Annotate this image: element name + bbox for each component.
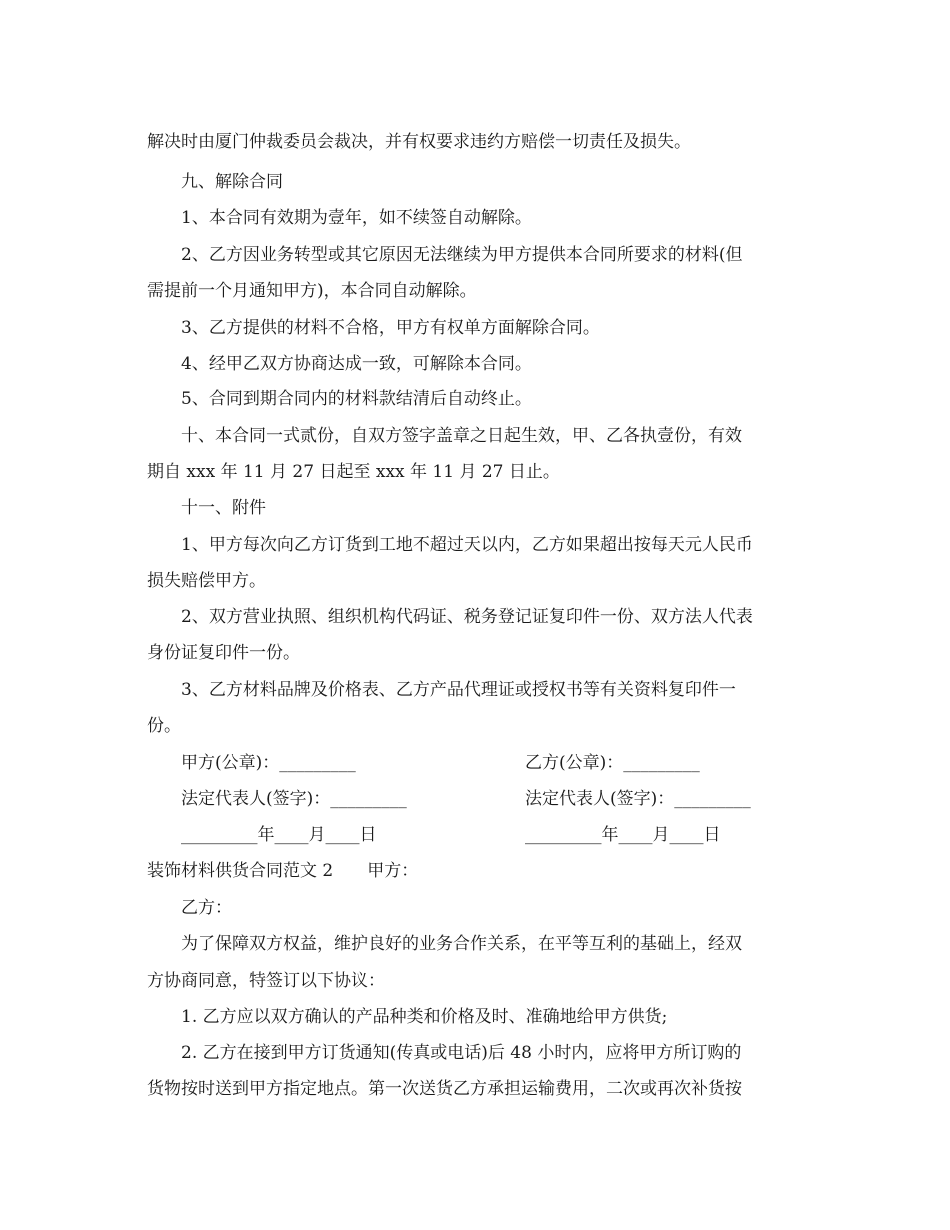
contract-2-party-b: 乙方： bbox=[181, 898, 232, 918]
party-a-seal: 甲方(公章)：_________ bbox=[181, 753, 356, 773]
text-line-dispute: 解决时由厦门仲裁委员会裁决，并有权要求违约方赔偿一切责任及损失。 bbox=[147, 132, 691, 152]
clause-9-1: 1、本合同有效期为壹年，如不续签自动解除。 bbox=[181, 208, 532, 228]
contract-2-item-1: 1. 乙方应以双方确认的产品种类和价格及时、准确地给甲方供货; bbox=[181, 1007, 668, 1027]
attachment-3-line2: 份。 bbox=[147, 716, 181, 736]
attachment-2-line1: 2、双方营业执照、组织机构代码证、税务登记证复印件一份、双方法人代表 bbox=[181, 607, 753, 627]
contract-2-intro-line2: 方协商同意，特签订以下协议： bbox=[147, 971, 385, 991]
contract-2-item-2-line1: 2. 乙方在接到甲方订货通知(传真或电话)后 48 小时内，应将甲方所订购的 bbox=[181, 1043, 742, 1063]
party-a-representative: 法定代表人(签字)：_________ bbox=[181, 789, 407, 809]
attachment-1-line1: 1、甲方每次向乙方订货到工地不超过天以内，乙方如果超出按每天元人民币 bbox=[181, 535, 753, 555]
contract-2-title: 装饰材料供货合同范文 2 甲方： bbox=[147, 861, 419, 881]
party-b-date: _________年____月____日 bbox=[525, 825, 721, 845]
clause-9-2-line2: 需提前一个月通知甲方)，本合同自动解除。 bbox=[147, 281, 477, 301]
section-heading-termination: 九、解除合同 bbox=[181, 172, 283, 192]
contract-2-intro-line1: 为了保障双方权益，维护良好的业务合作关系，在平等互利的基础上，经双 bbox=[181, 934, 742, 954]
clause-9-5: 5、合同到期合同内的材料款结清后自动终止。 bbox=[181, 389, 532, 409]
clause-9-4: 4、经甲乙双方协商达成一致，可解除本合同。 bbox=[181, 354, 532, 374]
attachment-3-line1: 3、乙方材料品牌及价格表、乙方产品代理证或授权书等有关资料复印件一 bbox=[181, 680, 736, 700]
attachment-1-line2: 损失赔偿甲方。 bbox=[147, 571, 266, 591]
clause-9-2-line1: 2、乙方因业务转型或其它原因无法继续为甲方提供本合同所要求的材料(但 bbox=[181, 245, 743, 265]
party-b-representative: 法定代表人(签字)：_________ bbox=[525, 789, 751, 809]
party-a-date: _________年____月____日 bbox=[181, 825, 377, 845]
party-b-seal: 乙方(公章)：_________ bbox=[525, 753, 700, 773]
clause-10-line2: 期自 xxx 年 11 月 27 日起至 xxx 年 11 月 27 日止。 bbox=[147, 462, 560, 482]
section-heading-attachments: 十一、附件 bbox=[181, 498, 266, 518]
attachment-2-line2: 身份证复印件一份。 bbox=[147, 643, 300, 663]
clause-9-3: 3、乙方提供的材料不合格，甲方有权单方面解除合同。 bbox=[181, 318, 600, 338]
clause-10-line1: 十、本合同一式贰份，自双方签字盖章之日起生效，甲、乙各执壹份，有效 bbox=[181, 426, 742, 446]
contract-2-item-2-line2: 货物按时送到甲方指定地点。第一次送货乙方承担运输费用，二次或再次补货按 bbox=[147, 1079, 742, 1099]
